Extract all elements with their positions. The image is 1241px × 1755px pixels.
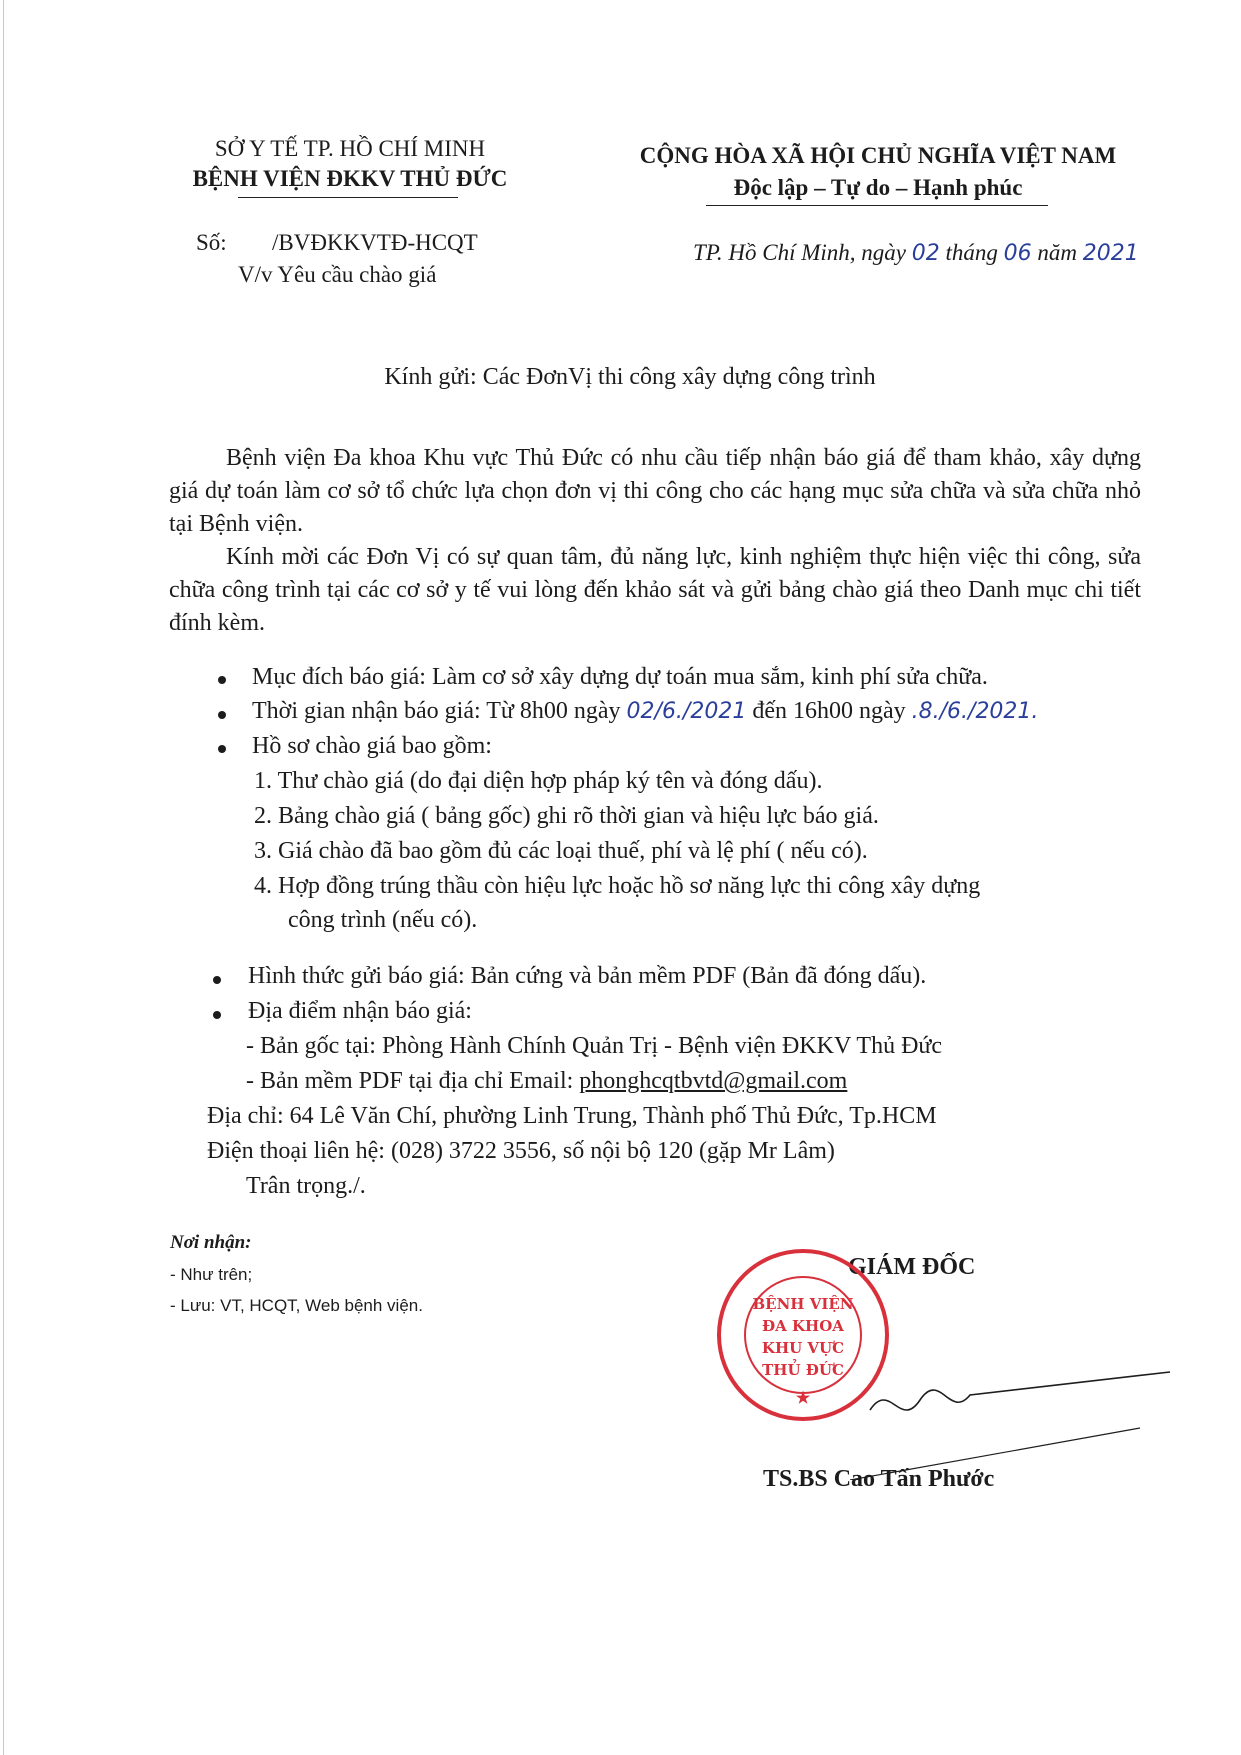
dossier-item: 1. Thư chào giá (do đại diện hợp pháp ký tên và đóng dấu).: [254, 768, 823, 794]
bullet-dot: [213, 1011, 221, 1019]
signature-stroke: [850, 1370, 1180, 1480]
signature-title: GIÁM ĐỐC: [848, 1254, 976, 1280]
address-line: Địa chỉ: 64 Lê Văn Chí, phường Linh Trung, Thành phố Thủ Đức, Tp.HCM: [207, 1103, 937, 1129]
recipients-title: Nơi nhận:: [170, 1232, 252, 1253]
ministry-name: SỞ Y TẾ TP. HỒ CHÍ MINH: [214, 136, 486, 161]
dossier-item: 2. Bảng chào giá ( bảng gốc) ghi rõ thời gian và hiệu lực báo giá.: [254, 803, 879, 829]
bullet-form: Hình thức gửi báo giá: Bản cứng và bản mềm PDF (Bản đã đóng dấu).: [248, 963, 927, 989]
bullet-location: Địa điểm nhận báo giá:: [248, 998, 472, 1024]
location-pdf-prefix: - Bản mềm PDF tại địa chỉ Email:: [246, 1068, 574, 1094]
nation-title: CỘNG HÒA XÃ HỘI CHỦ NGHĨA VIỆT NAM: [639, 143, 1117, 168]
page-edge: [3, 0, 4, 1755]
phone-line: Điện thoại liên hệ: (028) 3722 3556, số nội bộ 120 (gặp Mr Lâm): [207, 1138, 835, 1164]
recipient-line: Kính gửi: Các ĐơnVị thi công xây dựng công trình: [384, 364, 876, 390]
seal-star-icon: ★: [795, 1388, 811, 1407]
seal-line: BỆNH VIỆN: [752, 1295, 854, 1313]
paragraph-1: Bệnh viện Đa khoa Khu vực Thủ Đức có nhu cầu tiếp nhận báo giá để tham khảo, xây dựng giá dự toán làm cơ sở tổ chức lựa chọn đơn vị thi công cho các hạng mục sửa chữa và sửa chữa nhỏ tại Bệnh viện.: [169, 445, 1141, 537]
bullet-dossier: Hồ sơ chào giá bao gồm:: [252, 733, 492, 759]
dossier-item: 3. Giá chào đã bao gồm đủ các loại thuế, phí và lệ phí ( nếu có).: [254, 838, 868, 864]
dossier-item: 4. Hợp đồng trúng thầu còn hiệu lực hoặc hồ sơ năng lực thi công xây dựng: [254, 873, 981, 899]
closing-line: Trân trọng./.: [246, 1173, 366, 1199]
bullet-dot: [218, 745, 226, 753]
bullet-dot: [213, 976, 221, 984]
bullet-dot: [218, 711, 226, 719]
hospital-underline: [238, 197, 458, 198]
bullet-dot: [218, 676, 226, 684]
time-middle: đến 16h00 ngày: [752, 698, 906, 724]
bullet-purpose: Mục đích báo giá: Làm cơ sở xây dựng dự toán mua sắm, kinh phí sửa chữa.: [252, 664, 988, 690]
seal-line: ĐA KHOA: [762, 1317, 844, 1335]
date-day: 02: [911, 241, 940, 266]
date-month-label: tháng: [945, 240, 998, 265]
document-subject: V/v Yêu cầu chào giá: [238, 262, 437, 287]
email-link[interactable]: phonghcqtbvtd@gmail.com: [579, 1068, 848, 1094]
seal-line: KHU VỰC: [761, 1339, 845, 1357]
recipients-line: - Như trên;: [170, 1265, 253, 1284]
document-number-code: /BVĐKKVTĐ-HCQT: [272, 230, 478, 255]
recipients-line: - Lưu: VT, HCQT, Web bệnh viện.: [170, 1296, 423, 1315]
motto-underline: [706, 205, 1048, 206]
date-month: 06: [1003, 241, 1032, 266]
seal-line: THỦ ĐỨC: [762, 1361, 844, 1379]
hospital-name: BỆNH VIỆN ĐKKV THỦ ĐỨC: [192, 166, 508, 191]
dossier-item-continued: công trình (nếu có).: [288, 907, 478, 933]
date-year: 2021: [1082, 241, 1139, 266]
time-start-handwritten: 02/6./2021: [626, 699, 747, 724]
location-pdf: [246, 1068, 847, 1095]
bullet-time: [252, 698, 1038, 725]
time-end-handwritten: .8./6./2021.: [911, 699, 1039, 724]
paragraph-2: Kính mời các Đơn Vị có sự quan tâm, đủ năng lực, kinh nghiệm thực hiện việc thi công, sửa chữa công trình tại các cơ sở y tế vui lòng đến khảo sát và gửi bảng chào giá theo Danh mục chi tiết đính kèm.: [169, 544, 1141, 636]
document-date: [693, 240, 1139, 266]
location-original: - Bản gốc tại: Phòng Hành Chính Quản Trị - Bệnh viện ĐKKV Thủ Đức: [246, 1033, 943, 1059]
signer-name: TS.BS Cao Tấn Phước: [763, 1466, 995, 1492]
nation-motto: Độc lập – Tự do – Hạnh phúc: [733, 175, 1023, 200]
time-prefix: Thời gian nhận báo giá: Từ 8h00 ngày: [252, 698, 621, 724]
document-number-label: Số:: [196, 230, 227, 255]
date-prefix: TP. Hồ Chí Minh, ngày: [693, 240, 906, 265]
date-year-label: năm: [1037, 240, 1077, 265]
